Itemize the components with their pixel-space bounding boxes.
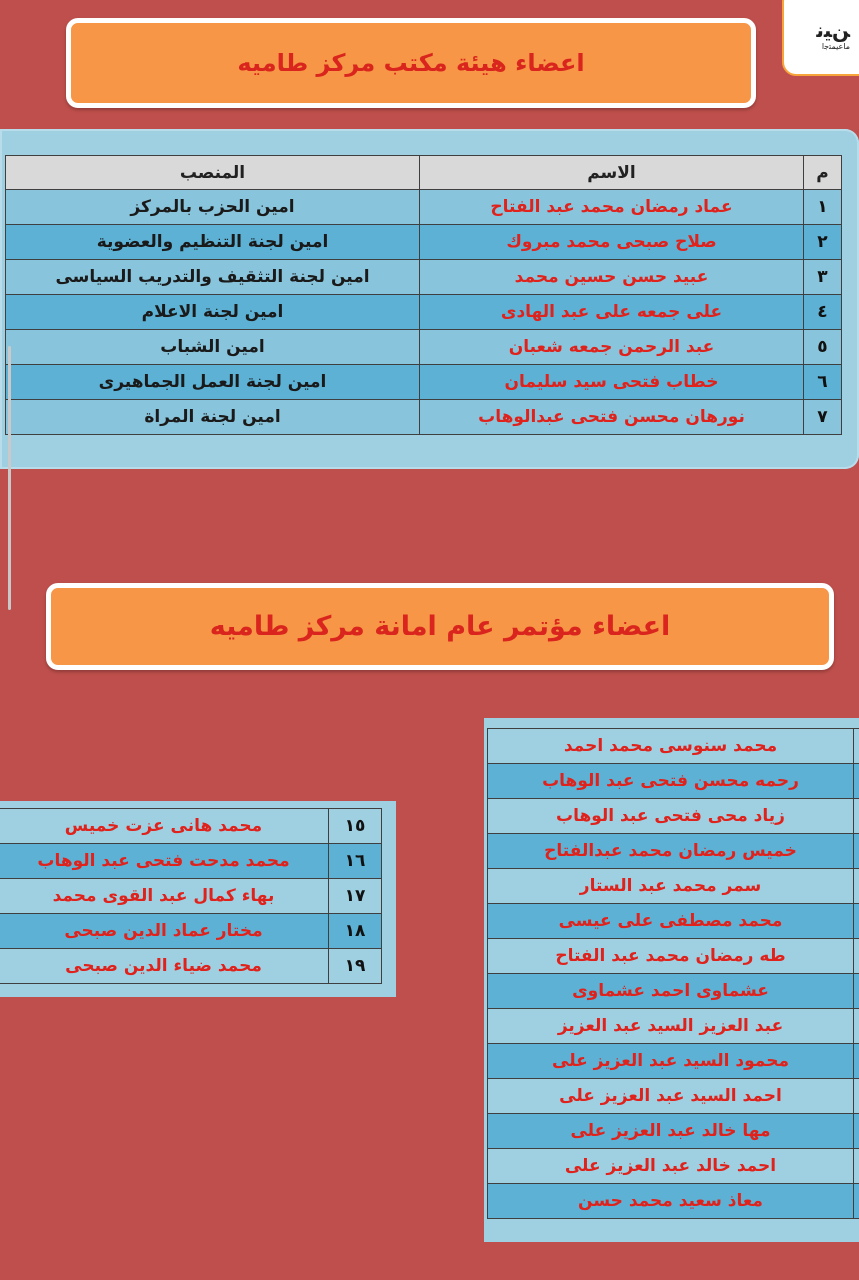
member-name: محمد ضياء الدين صبحى — [0, 949, 329, 984]
table-row — [488, 1114, 859, 1149]
member-name: محمد مصطفى على عيسى — [488, 904, 854, 939]
table-row — [6, 260, 842, 295]
member-name: طه رمضان محمد عبد الفتاح — [488, 939, 854, 974]
member-name: رحمه محسن فتحى عبد الوهاب — [488, 764, 854, 799]
table-row — [6, 400, 842, 435]
logo-subtitle: ﻣﺎﻋﻴﻤﺘﺟﺍ — [821, 42, 850, 51]
row-num: ١٨ — [329, 914, 382, 949]
scrollbar[interactable] — [8, 346, 11, 610]
party-logo — [782, 0, 859, 76]
row-num: ٢ — [804, 225, 842, 260]
member-name: محمد سنوسى محمد احمد — [488, 729, 854, 764]
row-num: ١٩ — [329, 949, 382, 984]
table-row — [488, 1184, 859, 1219]
conference-members-table-left — [0, 808, 382, 984]
member-name: احمد السيد عبد العزيز على — [488, 1079, 854, 1114]
table-row — [488, 904, 859, 939]
row-num: ٧ — [804, 400, 842, 435]
row-num: ٥ — [804, 330, 842, 365]
member-name: سمر محمد عبد الستار — [488, 869, 854, 904]
conference-members-title: اعضاء مؤتمر عام امانة مركز طاميه — [209, 611, 671, 642]
office-members-banner — [66, 18, 756, 108]
table-row — [0, 949, 382, 984]
member-role: امين الشباب — [6, 330, 420, 365]
row-num: ٤ — [804, 295, 842, 330]
member-name: احمد خالد عبد العزيز على — [488, 1149, 854, 1184]
table-row — [488, 764, 859, 799]
table-row — [0, 844, 382, 879]
table-row — [488, 1079, 859, 1114]
member-role: امين لجنة التثقيف والتدريب السياسى — [6, 260, 420, 295]
member-name: على جمعه على عبد الهادى — [420, 295, 804, 330]
member-role: امين لجنة العمل الجماهيرى — [6, 365, 420, 400]
table-row — [488, 869, 859, 904]
member-name: مختار عماد الدين صبحى — [0, 914, 329, 949]
member-name: محمد هانى عزت خميس — [0, 809, 329, 844]
table-row — [0, 809, 382, 844]
row-num: ١ — [804, 190, 842, 225]
member-name: عبد العزيز السيد عبد العزيز — [488, 1009, 854, 1044]
table-row — [6, 365, 842, 400]
table-row — [488, 1044, 859, 1079]
row-num: ١٥ — [329, 809, 382, 844]
table-header-row — [6, 156, 842, 190]
member-name: صلاح صبحى محمد مبروك — [420, 225, 804, 260]
member-role: امين لجنة التنظيم والعضوية — [6, 225, 420, 260]
row-num: ٣ — [804, 260, 842, 295]
conference-members-banner — [46, 583, 834, 670]
header-num: م — [804, 156, 842, 190]
member-name: زياد محى فتحى عبد الوهاب — [488, 799, 854, 834]
table-row — [488, 1149, 859, 1184]
member-name: خطاب فتحى سيد سليمان — [420, 365, 804, 400]
member-name: نورهان محسن فتحى عبدالوهاب — [420, 400, 804, 435]
logo-mark: ﻦﻴﻧ — [816, 18, 850, 42]
table-row — [6, 295, 842, 330]
member-name: عماد رمضان محمد عبد الفتاح — [420, 190, 804, 225]
table-row — [488, 834, 859, 869]
member-name: معاذ سعيد محمد حسن — [488, 1184, 854, 1219]
member-name: بهاء كمال عبد القوى محمد — [0, 879, 329, 914]
member-name: عبد الرحمن جمعه شعبان — [420, 330, 804, 365]
member-role: امين لجنة المراة — [6, 400, 420, 435]
member-name: خميس رمضان محمد عبدالفتاح — [488, 834, 854, 869]
table-row — [6, 190, 842, 225]
office-members-table — [5, 155, 842, 435]
table-row — [6, 330, 842, 365]
member-role: امين الحزب بالمركز — [6, 190, 420, 225]
table-row — [0, 914, 382, 949]
member-name: مها خالد عبد العزيز على — [488, 1114, 854, 1149]
member-name: عبيد حسن حسين محمد — [420, 260, 804, 295]
header-name: الاسم — [420, 156, 804, 190]
member-name: محمود السيد عبد العزيز على — [488, 1044, 854, 1079]
table-row — [488, 1009, 859, 1044]
table-row — [488, 729, 859, 764]
row-num: ١٦ — [329, 844, 382, 879]
table-row — [488, 799, 859, 834]
table-row — [6, 225, 842, 260]
row-num: ٦ — [804, 365, 842, 400]
header-role: المنصب — [6, 156, 420, 190]
member-name: عشماوى احمد عشماوى — [488, 974, 854, 1009]
member-name: محمد مدحت فتحى عبد الوهاب — [0, 844, 329, 879]
conference-members-table-right — [487, 728, 859, 1219]
row-num: ١٧ — [329, 879, 382, 914]
table-row — [0, 879, 382, 914]
table-row — [488, 974, 859, 1009]
member-role: امين لجنة الاعلام — [6, 295, 420, 330]
office-members-title: اعضاء هيئة مكتب مركز طاميه — [237, 49, 585, 77]
table-row — [488, 939, 859, 974]
